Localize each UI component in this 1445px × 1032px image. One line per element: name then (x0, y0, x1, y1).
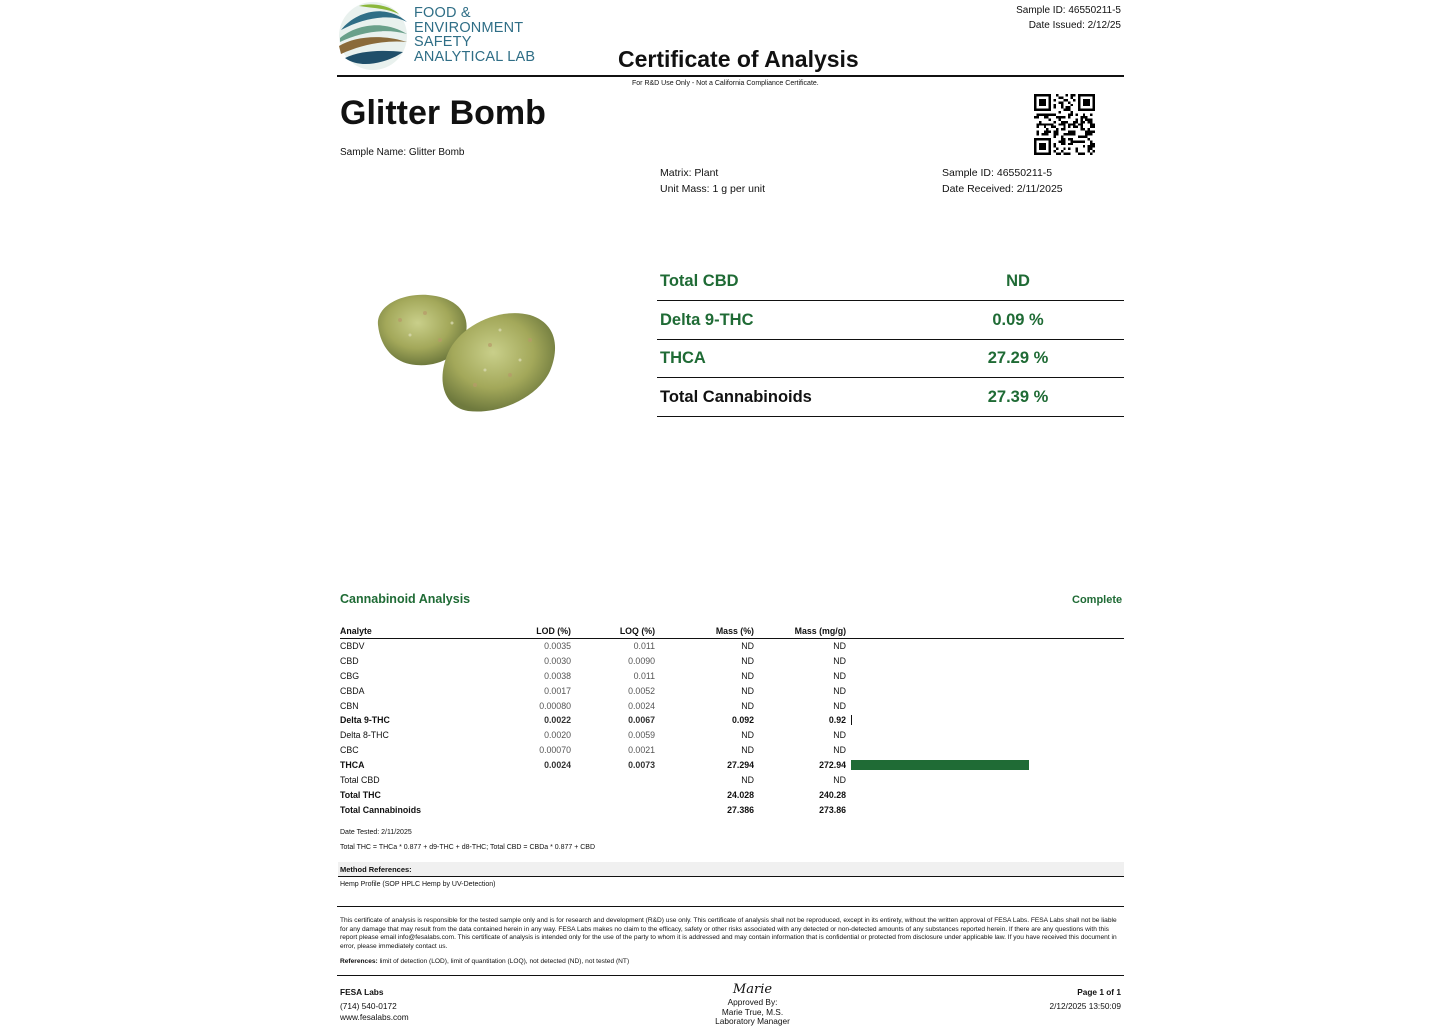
mass-pct-cell: ND (741, 685, 754, 696)
summary-label: Delta 9-THC (660, 310, 754, 329)
col-analyte: Analyte (340, 626, 372, 636)
sample-id: Sample ID: 46550211-5 (942, 167, 1053, 179)
approver-name: Marie True, M.S. (721, 1006, 784, 1017)
mass-mg-cell: 273.86 (819, 804, 846, 815)
mass-pct-cell: ND (741, 655, 754, 666)
col-mass-mg: Mass (mg/g) (794, 626, 846, 636)
table-header (340, 625, 1124, 639)
mass-pct-cell: ND (741, 730, 754, 741)
header-ids (1016, 3, 1121, 33)
mass-pct-cell: ND (741, 670, 754, 681)
mass-mg-cell: ND (833, 655, 846, 666)
analyte-cell: CBD (340, 655, 359, 666)
summary-row (657, 262, 1124, 301)
analysis-title: Cannabinoid Analysis (340, 592, 471, 606)
matrix: Matrix: Plant (660, 167, 719, 179)
rd-note: For R&D Use Only - Not a California Compliance Certificate. (632, 80, 819, 87)
lab-logo-text: FOOD & ENVIRONMENT SAFETY ANALYTICAL LAB (414, 5, 536, 65)
summary-value: 0.09 % (992, 310, 1044, 329)
lod-cell: 0.0017 (544, 685, 571, 696)
loq-cell: 0.0073 (628, 760, 655, 771)
mass-mg-cell: 0.92 (828, 715, 846, 726)
signature: Marie (732, 982, 773, 997)
lab-logo-icon (337, 0, 409, 72)
summary-row (657, 339, 1124, 378)
summary-label: Total Cannabinoids (660, 387, 812, 406)
mass-pct-cell: 27.386 (727, 804, 754, 815)
lod-cell: 0.0024 (544, 760, 571, 771)
unit-mass: Unit Mass: 1 g per unit (660, 183, 766, 195)
table-row (340, 744, 1124, 759)
mass-pct-cell: 0.092 (731, 715, 754, 726)
approved-by: Approved By: (727, 997, 778, 1007)
mass-pct-cell: ND (741, 775, 754, 786)
mass-pct-cell: ND (741, 641, 754, 651)
summary-row (657, 378, 1124, 417)
table-row (340, 759, 1124, 774)
table-row (340, 714, 1124, 729)
footer-page-info (1049, 987, 1121, 1012)
method-value: Hemp Profile (SOP HPLC Hemp by UV-Detection) (340, 881, 496, 888)
mass-mg-cell: ND (833, 700, 846, 711)
sample-name: Sample Name: Glitter Bomb (340, 147, 465, 158)
mass-mg-cell: 272.94 (819, 760, 846, 771)
sample-info (942, 165, 1063, 197)
status-badge: Complete (1072, 594, 1123, 606)
mass-tick (851, 715, 852, 725)
mass-mg-cell: 240.28 (819, 789, 846, 800)
analyte-cell: Total Cannabinoids (340, 804, 421, 815)
table-row (340, 789, 1124, 804)
date-tested: Date Tested: 2/11/2025 (340, 829, 412, 836)
table-row (340, 729, 1124, 744)
loq-cell: 0.0059 (628, 730, 655, 741)
loq-cell: 0.0024 (628, 700, 655, 711)
lod-cell: 0.00080 (539, 700, 571, 711)
mass-mg-cell: ND (833, 730, 846, 741)
mass-mg-cell: ND (833, 670, 846, 681)
table-row (340, 670, 1124, 685)
analyte-cell: CBDV (340, 641, 365, 651)
company-website[interactable]: www.fesalabs.com (340, 1012, 409, 1022)
lod-cell: 0.0020 (544, 730, 571, 741)
loq-cell: 0.0052 (628, 685, 655, 696)
footer-approval (700, 982, 805, 1027)
header-divider (337, 75, 1124, 77)
loq-cell: 0.0090 (628, 655, 655, 666)
col-mass-pct: Mass (%) (715, 626, 754, 636)
summary-label: THCA (660, 349, 706, 367)
date-received: Date Received: 2/11/2025 (942, 183, 1063, 195)
lod-cell: 0.0038 (544, 670, 571, 681)
mass-mg-cell: ND (833, 745, 846, 756)
mass-mg-cell: ND (833, 685, 846, 696)
formula-note: Total THC = THCa * 0.877 + d9-THC + d8-THC; Total CBD = CBDa * 0.877 + CBD (340, 844, 596, 851)
table-row (340, 685, 1124, 700)
disclaimer-divider (337, 906, 1124, 907)
summary-row (657, 301, 1124, 340)
qr-code-icon[interactable] (1034, 94, 1095, 155)
method-label: Method References: (340, 865, 412, 874)
summary-value: 27.29 % (987, 349, 1049, 367)
col-loq: LOQ (%) (619, 626, 655, 636)
loq-cell: 0.0067 (628, 715, 655, 726)
mass-mg-cell: ND (833, 641, 846, 651)
analyte-cell: Delta 8-THC (340, 730, 389, 741)
loq-cell: 0.0021 (628, 745, 655, 756)
summary-value: ND (1006, 272, 1030, 290)
company-phone: (714) 540-0172 (340, 1000, 397, 1011)
lod-cell: 0.00070 (539, 745, 571, 756)
summary-label: Total CBD (660, 272, 739, 290)
footer-divider (337, 975, 1124, 976)
mass-mg-cell: ND (833, 775, 846, 786)
disclaimer: This certificate of analysis is responsible for the tested sample only and is for research and development (R&D) use only. This certificate of analysis shall not be reproduced, except in its entirety, without the written approval of FESA Labs. FESA Labs shall not be liable for any damage that may result from the data contained herein in any way. FESA Labs makes no claim to the efficacy, safety or other risks associated with any detected or non-detected amounts of any substances reported herein. If there are any questions with this report please email info@fesalabs.com. This certificate of analysis is intended only for the use of the party to whom it is addressed and may contain information that is confidential or protected from disclosure under applicable law. If you have received this document in error, please immediately contact us. (340, 917, 1117, 950)
product-photo (370, 285, 565, 420)
lod-cell: 0.0030 (544, 655, 571, 666)
mass-pct-cell: 24.028 (727, 789, 754, 800)
table-row (340, 640, 1124, 655)
cannabinoid-table (340, 625, 1124, 819)
header-date-issued: Date Issued: 2/12/25 (1028, 20, 1121, 31)
analyte-cell: Total THC (340, 789, 381, 800)
approver-title: Laboratory Manager (715, 1016, 790, 1026)
mass-pct-cell: ND (741, 700, 754, 711)
analyte-cell: CBG (340, 670, 360, 681)
mass-bar (851, 760, 1029, 770)
page-number: Page 1 of 1 (1077, 987, 1121, 997)
document-title: Certificate of Analysis (618, 46, 859, 72)
references: References: limit of detection (LOD), limit of quantitation (LOQ), not detected (ND), not tested (NT) (340, 958, 630, 965)
loq-cell: 0.011 (633, 670, 655, 681)
lod-cell: 0.0035 (544, 641, 571, 651)
header-sample-id: Sample ID: 46550211-5 (1016, 5, 1121, 16)
col-lod: LOD (%) (536, 626, 571, 636)
matrix-info (660, 165, 765, 197)
mass-pct-cell: ND (741, 745, 754, 756)
table-row (340, 804, 1124, 819)
footer-company (340, 987, 409, 1024)
analyte-cell: Total CBD (340, 775, 380, 786)
analyte-cell: CBN (340, 700, 359, 711)
method-references-band (338, 862, 1124, 877)
mass-pct-cell: 27.294 (727, 760, 754, 771)
lod-cell: 0.0022 (544, 715, 571, 726)
analyte-cell: CBDA (340, 685, 365, 696)
print-timestamp: 2/12/2025 13:50:09 (1049, 1000, 1121, 1011)
analyte-cell: THCA (340, 760, 365, 771)
loq-cell: 0.011 (633, 641, 655, 651)
analyte-cell: Delta 9-THC (340, 715, 390, 726)
lab-logo (337, 0, 537, 72)
company-name: FESA Labs (340, 987, 384, 997)
table-row (340, 774, 1124, 789)
product-title: Glitter Bomb (340, 94, 546, 132)
table-row (340, 700, 1124, 715)
summary-value: 27.39 % (987, 387, 1049, 406)
table-row (340, 655, 1124, 670)
analyte-cell: CBC (340, 745, 359, 756)
